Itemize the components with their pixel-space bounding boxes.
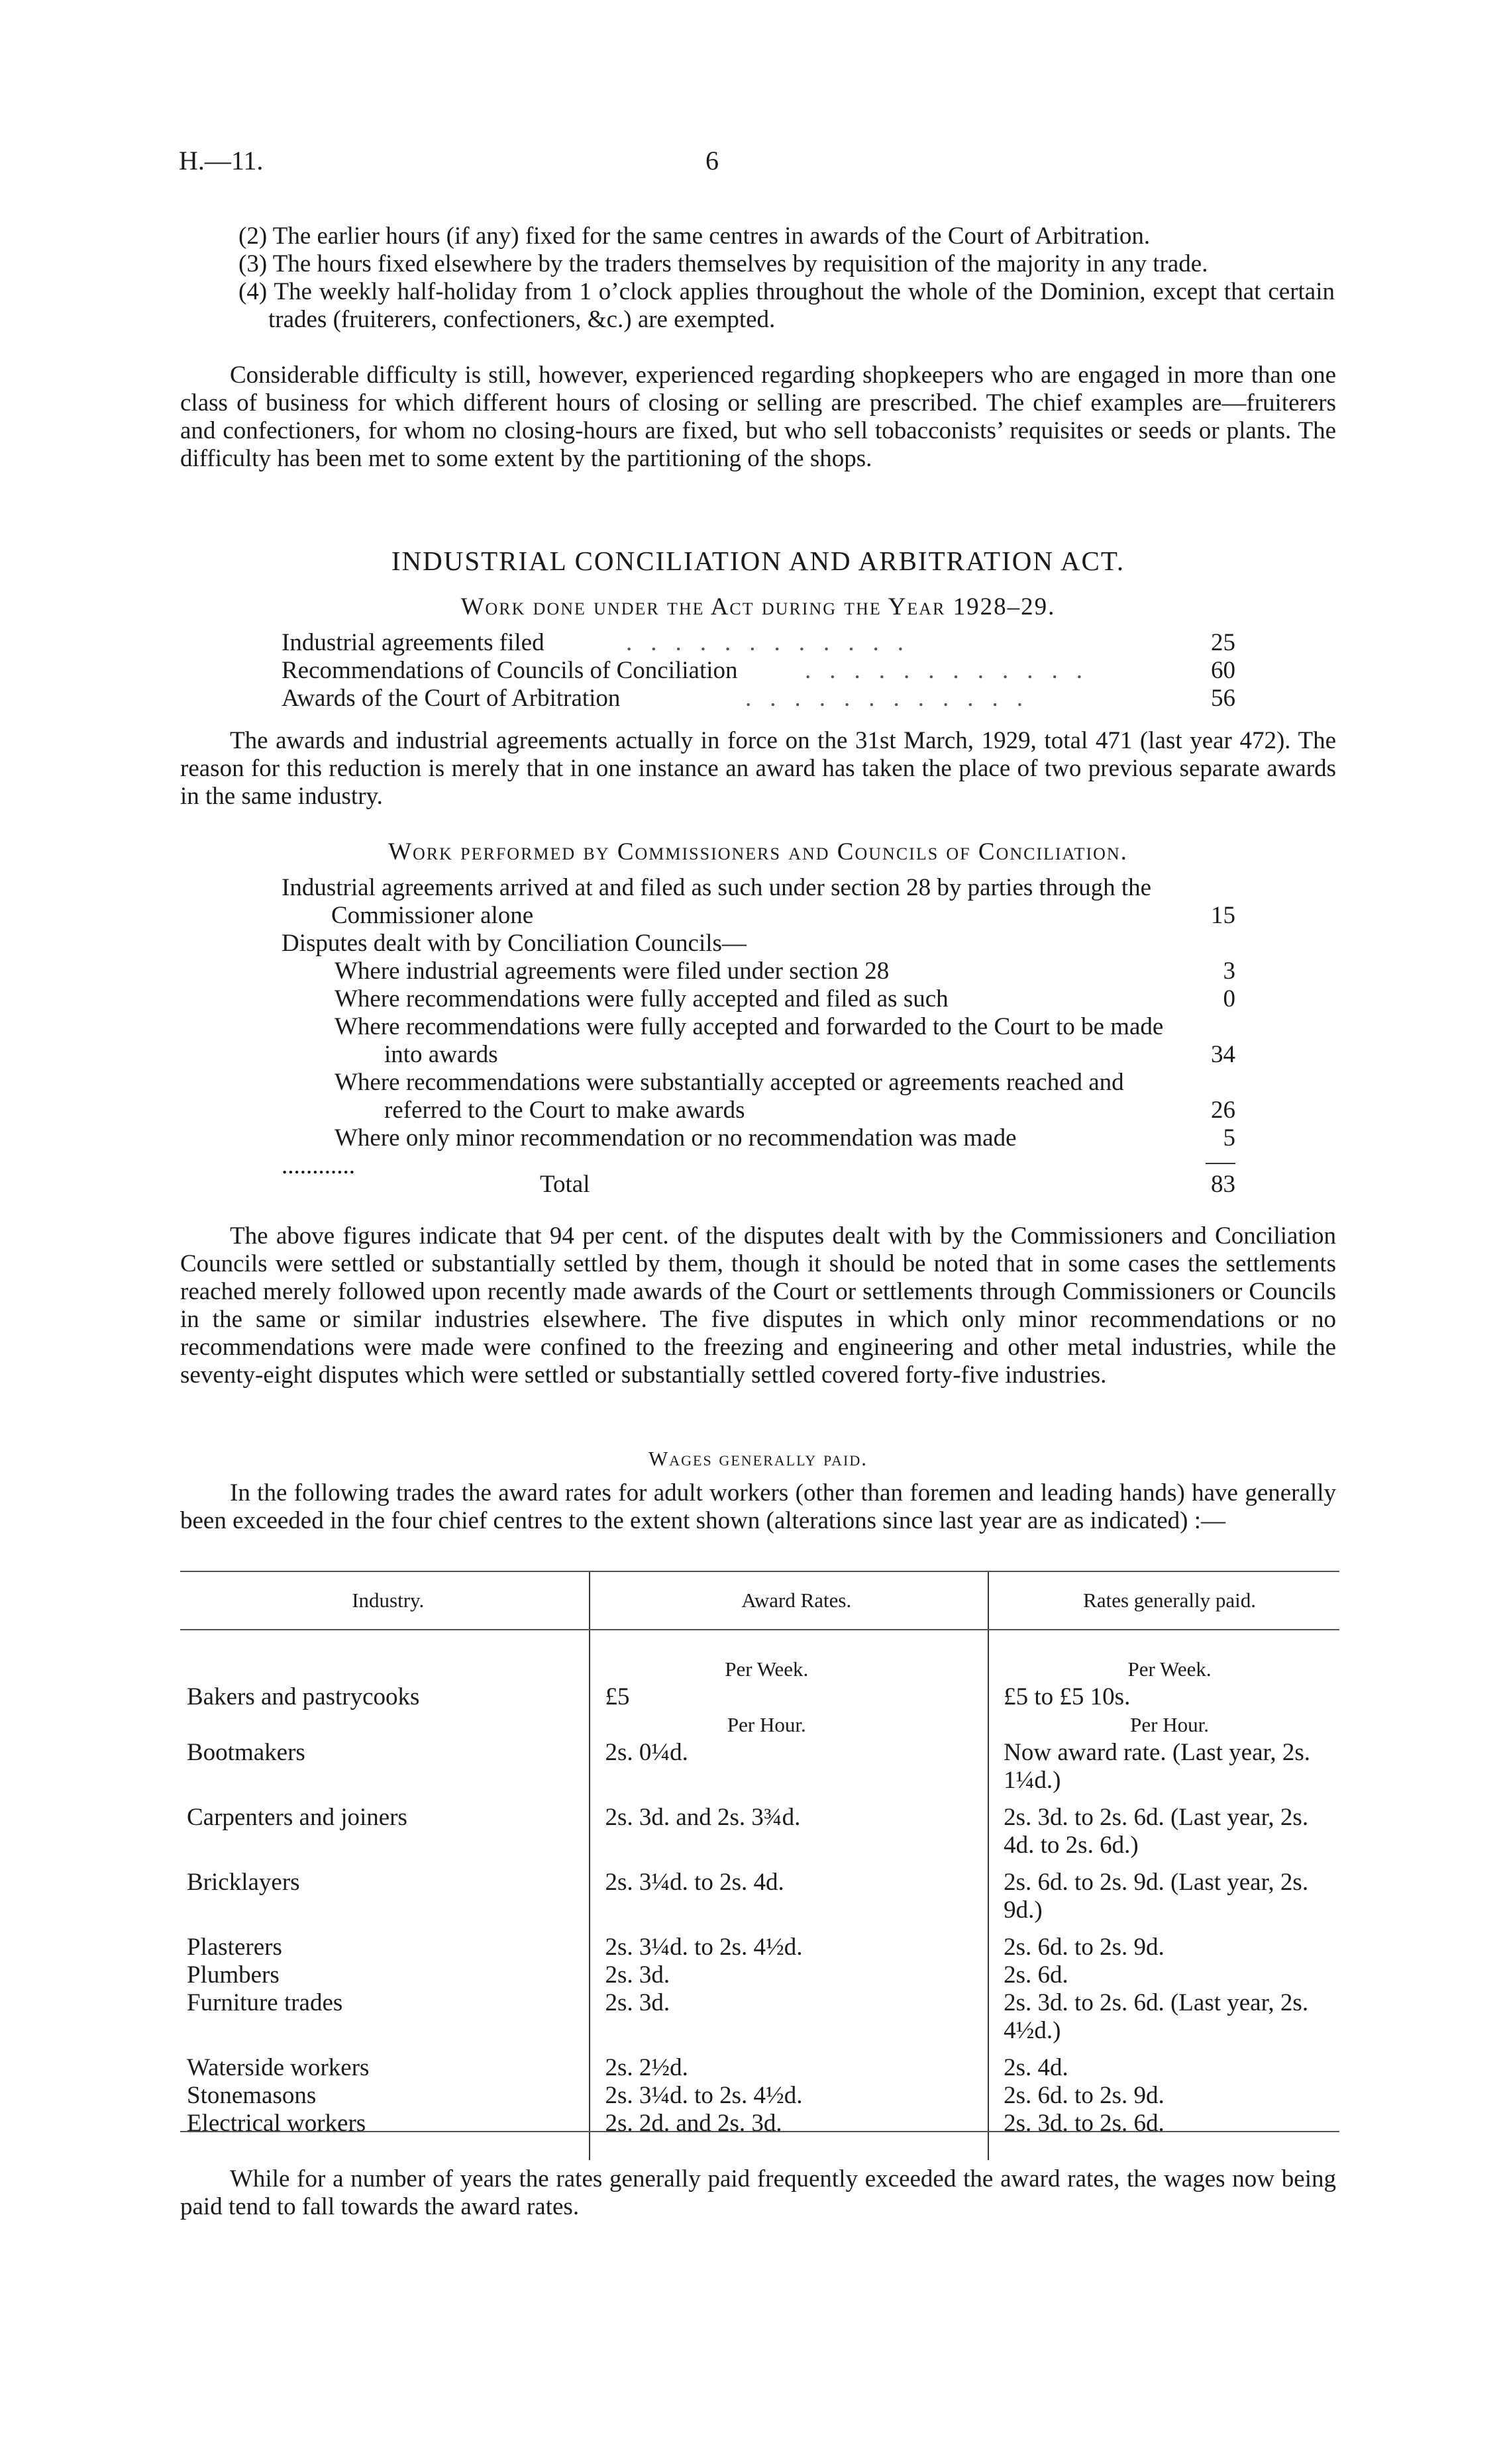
table-row bbox=[180, 1683, 1339, 1711]
row-label: Industrial agreements filed bbox=[282, 629, 544, 656]
row-value: 15 bbox=[1211, 902, 1235, 929]
row-label: Where recommendations were fully accepted and forwarded to the Court to be made into awards bbox=[335, 1013, 1164, 1068]
award-cell: 2s. 0¼d. bbox=[590, 1739, 988, 1795]
work-done-heading: Work done under the Act during the Year 1928–29. bbox=[460, 593, 1056, 620]
spacer-row bbox=[180, 2138, 1339, 2160]
row-label: Where industrial agreements were filed under section 28 bbox=[335, 958, 890, 985]
paid-cell: 2s. 6d. to 2s. 9d. bbox=[988, 2082, 1339, 2110]
paid-cell: 2s. 3d. to 2s. 6d. (Last year, 2s. 4½d.) bbox=[988, 1989, 1339, 2045]
column-header-industry: Industry. bbox=[352, 1589, 425, 1612]
unit-label: Per Week. bbox=[590, 1655, 988, 1683]
table-row bbox=[180, 2110, 1339, 2138]
table-row bbox=[180, 1869, 1339, 1924]
row-label: Industrial agreements arrived at and filed as such under section 28 by parties through the Commissioner alone bbox=[282, 874, 1152, 929]
row-value: 3 bbox=[1223, 958, 1235, 985]
spacer-row bbox=[180, 1924, 1339, 1934]
row-label: Awards of the Court of Arbitration bbox=[282, 685, 621, 712]
paid-cell: 2s. 3d. to 2s. 6d. (Last year, 2s. 4d. to 2s. 6d.) bbox=[988, 1804, 1339, 1859]
industry-cell: Bakers and pastrycooks bbox=[187, 1683, 420, 1710]
paragraph-difficulty: Considerable difficulty is still, however, experienced regarding shopkeepers who are engaged in more than one class of business for which different hours of closing or selling are prescribed. The chief examples are—fruiterers and confectioners, for whom no closing-hours are fixed, but who sell tobacconists’ requisites or seeds or plants. The difficulty has been met to some extent by the partitioning of the shops. bbox=[180, 362, 1336, 472]
award-cell: 2s. 3¼d. to 2s. 4½d. bbox=[590, 2082, 988, 2110]
table-row bbox=[282, 1069, 1235, 1124]
hours-list bbox=[189, 222, 1335, 334]
total-label: Total bbox=[540, 1171, 590, 1198]
paid-cell: 2s. 6d. to 2s. 9d. (Last year, 2s. 9d.) bbox=[988, 1869, 1339, 1924]
wages-intro: In the following trades the award rates for adult workers (other than foremen and leading hands) have generally been exceeded in the four chief centres to the extent shown (alterations since last year are as indicated) :— bbox=[180, 1479, 1336, 1534]
paid-cell: Now award rate. (Last year, 2s. 1¼d.) bbox=[988, 1739, 1339, 1795]
award-cell: 2s. 3¼d. to 2s. 4d. bbox=[590, 1869, 988, 1924]
table-header-row bbox=[180, 1572, 1339, 1629]
table-row bbox=[180, 1804, 1339, 1859]
spacer-row bbox=[180, 2045, 1339, 2054]
table-row bbox=[180, 2082, 1339, 2110]
table-row bbox=[282, 985, 1235, 1013]
table-row bbox=[282, 958, 1235, 985]
page-identifier: H.—11. bbox=[179, 146, 264, 175]
industry-cell: Plumbers bbox=[187, 1961, 280, 1989]
total-row bbox=[282, 1152, 1235, 1199]
row-value: 25 bbox=[1211, 629, 1235, 656]
paid-cell: 2s. 4d. bbox=[988, 2054, 1339, 2082]
row-value: 26 bbox=[1211, 1097, 1235, 1124]
award-cell: 2s. 3d. and 2s. 3¾d. bbox=[590, 1804, 988, 1859]
award-cell: 2s. 3d. bbox=[590, 1989, 988, 2045]
table-row bbox=[282, 930, 1235, 958]
industry-cell: Stonemasons bbox=[187, 2082, 317, 2109]
table-row bbox=[180, 1739, 1339, 1795]
list-item: (4) The weekly half-holiday from 1 o’clock applies throughout the whole of the Dominion, except that certain trades (fruiterers, confectioners, &c.) are exempted. bbox=[238, 278, 1335, 333]
row-value: 60 bbox=[1211, 657, 1235, 684]
industry-cell: Waterside workers bbox=[187, 2054, 370, 2081]
row-label: Recommendations of Councils of Conciliation bbox=[282, 657, 738, 684]
row-value: 0 bbox=[1223, 985, 1235, 1012]
award-cell: 2s. 2½d. bbox=[590, 2054, 988, 2082]
spacer-row bbox=[180, 1859, 1339, 1869]
paid-cell: 2s. 6d. bbox=[988, 1961, 1339, 1989]
industry-cell: Electrical workers bbox=[187, 2110, 366, 2137]
total-value: 83 bbox=[1211, 1171, 1235, 1198]
row-value: 56 bbox=[1211, 685, 1235, 712]
spacer-row bbox=[180, 1629, 1339, 1655]
table-row bbox=[282, 1124, 1235, 1152]
row-label: Where recommendations were substantially accepted or agreements reached and referred to the Court to make awards bbox=[335, 1069, 1124, 1124]
award-cell: £5 bbox=[590, 1683, 988, 1711]
work-performed-table bbox=[282, 874, 1235, 1199]
award-cell: 2s. 2d. and 2s. 3d. bbox=[590, 2110, 988, 2138]
table-row bbox=[180, 1934, 1339, 1961]
table-row bbox=[282, 1013, 1235, 1069]
wages-heading: Wages generally paid. bbox=[648, 1447, 868, 1470]
column-header-award: Award Rates. bbox=[590, 1572, 988, 1629]
industry-cell: Furniture trades bbox=[187, 1989, 343, 2016]
header-bottom-rule bbox=[180, 1629, 1339, 1630]
list-item: (2) The earlier hours (if any) fixed for the same centres in awards of the Court of Arbitration. bbox=[238, 222, 1151, 250]
leader-dots: ............ bbox=[282, 1152, 355, 1179]
row-value: 34 bbox=[1211, 1041, 1235, 1068]
paid-cell: 2s. 3d. to 2s. 6d. bbox=[988, 2110, 1339, 2138]
table-row bbox=[282, 629, 1235, 657]
unit-row bbox=[180, 1655, 1339, 1683]
unit-label: Per Week. bbox=[988, 1655, 1339, 1683]
leader-dots: ............ bbox=[626, 629, 922, 656]
column-header-paid: Rates generally paid. bbox=[988, 1572, 1339, 1629]
row-label: Where only minor recommendation or no recommendation was made bbox=[335, 1124, 1017, 1152]
work-done-table bbox=[282, 629, 1235, 713]
page-number: 6 bbox=[705, 146, 719, 175]
paragraph-final: While for a number of years the rates generally paid frequently exceeded the award rates, the wages now being paid tend to fall towards the award rates. bbox=[180, 2165, 1336, 2220]
industry-cell: Plasterers bbox=[187, 1934, 282, 1961]
table-row bbox=[282, 685, 1235, 713]
section-title: INDUSTRIAL CONCILIATION AND ARBITRATION ACT. bbox=[391, 546, 1125, 576]
award-cell: 2s. 3¼d. to 2s. 4½d. bbox=[590, 1934, 988, 1961]
leader-dots: ............ bbox=[805, 657, 1101, 684]
wages-table bbox=[180, 1572, 1339, 2160]
award-cell: 2s. 3d. bbox=[590, 1961, 988, 1989]
row-label: Where recommendations were fully accepted and filed as such bbox=[335, 985, 949, 1012]
unit-label: Per Hour. bbox=[988, 1711, 1339, 1739]
table-bottom-rule bbox=[180, 2131, 1339, 2132]
work-performed-heading: Work performed by Commissioners and Councils of Conciliation. bbox=[388, 838, 1128, 865]
row-value: 5 bbox=[1223, 1124, 1235, 1152]
unit-label: Per Hour. bbox=[590, 1711, 988, 1739]
table-row bbox=[282, 657, 1235, 685]
unit-row bbox=[180, 1711, 1339, 1739]
paragraph-awards: The awards and industrial agreements actually in force on the 31st March, 1929, total 471 (last year 472). The reason for this reduction is merely that in one instance an award has taken the place of two previous separate awards in the same industry. bbox=[180, 727, 1336, 810]
table-row bbox=[180, 1989, 1339, 2045]
table-row bbox=[282, 874, 1235, 930]
paid-cell: 2s. 6d. to 2s. 9d. bbox=[988, 1934, 1339, 1961]
paid-cell: £5 to £5 10s. bbox=[988, 1683, 1339, 1711]
leader-dots: ............ bbox=[745, 685, 1041, 712]
table-row bbox=[180, 1961, 1339, 1989]
industry-cell: Bootmakers bbox=[187, 1739, 305, 1766]
industry-cell: Carpenters and joiners bbox=[187, 1804, 407, 1831]
table-row bbox=[180, 2054, 1339, 2082]
spacer-row bbox=[180, 1795, 1339, 1804]
total-rule bbox=[1206, 1163, 1235, 1164]
paragraph-figures: The above figures indicate that 94 per cent. of the disputes dealt with by the Commissioners and Conciliation Councils were settled or substantially settled by them, though it should be noted that in some cases the settlements reached merely followed upon recently made awards of the Court or settlements through Commissioners or Councils in the same or similar industries elsewhere. The five disputes in which only minor recommendations or no recommendations were made were confined to the freezing and engineering and other metal industries, while the seventy-eight disputes which were settled or substantially settled covered forty-five industries. bbox=[180, 1222, 1336, 1389]
list-item: (3) The hours fixed elsewhere by the traders themselves by requisition of the majority in any trade. bbox=[238, 250, 1208, 277]
disputes-label: Disputes dealt with by Conciliation Councils— bbox=[282, 930, 747, 957]
industry-cell: Bricklayers bbox=[187, 1869, 300, 1896]
